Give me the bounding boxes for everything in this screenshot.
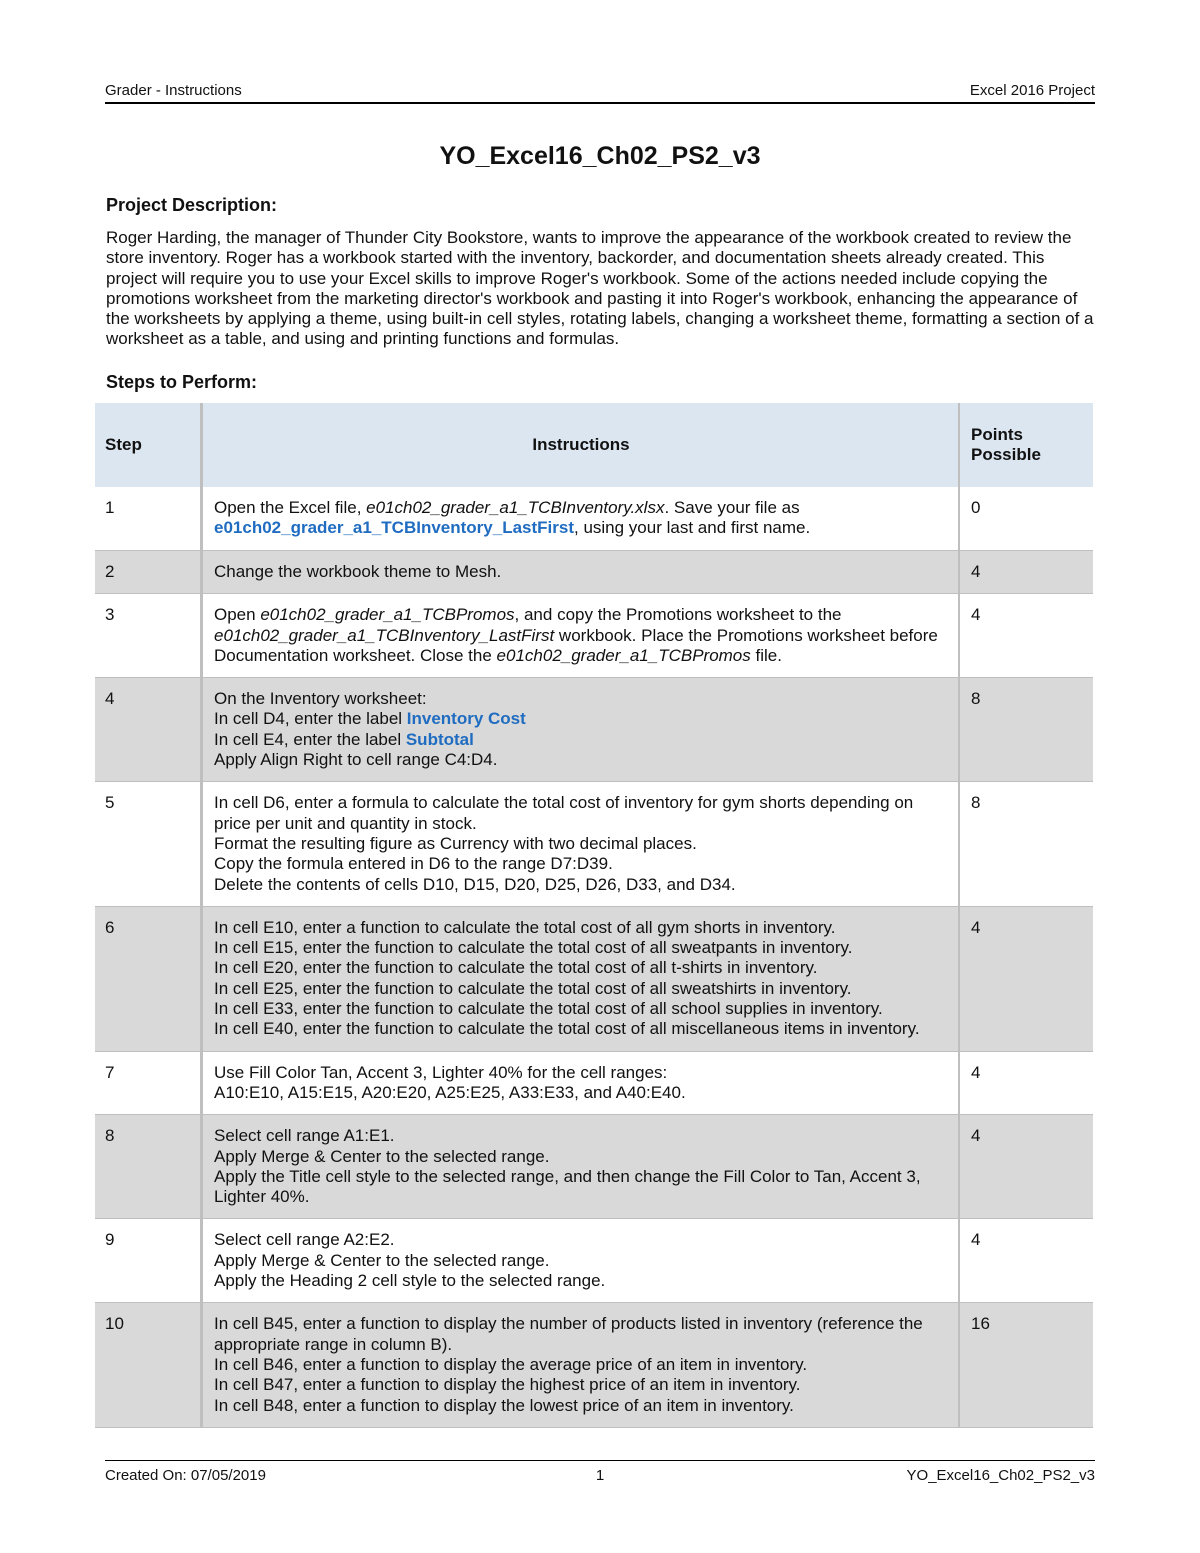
instruction-text: , using your last and first name. [574,518,811,538]
instruction-line: In cell D6, enter a formula to calculate the total cost of inventory for gym shorts depending on price per unit and quantity in stock. [214,793,914,833]
table-row [95,782,1093,906]
file-name: e01ch02_grader_a1_TCBPromos [260,605,515,625]
instruction-cell [202,551,960,594]
instruction-text: Open the Excel file, [214,498,367,517]
page-header [105,82,1095,104]
header-step: Step [95,403,202,487]
table-row [95,551,1093,594]
instruction-line: Apply the Title cell style to the selected range, and then change the Fill Color to Tan, Accent 3, Lighter 40%. [214,1166,921,1207]
footer-page-number: 1 [595,1467,605,1484]
instruction-line: Apply Merge & Center to the selected range. [214,1250,550,1270]
instruction-cell [202,782,960,906]
header-right-text: Excel 2016 Project [969,82,1095,99]
label-value: Subtotal [405,729,474,749]
instruction-line: In cell B48, enter a function to display the lowest price of an item in inventory. [214,1395,794,1415]
instruction-cell [202,1115,960,1219]
points-value: 16 [959,1303,1093,1427]
instruction-cell [202,678,960,782]
instruction-line: In cell E10, enter a function to calculate the total cost of all gym shorts in inventory. [214,917,836,937]
table-row [95,487,1093,551]
steps-heading: Steps to Perform: [106,372,258,392]
instruction-line: In cell E20, enter the function to calculate the total cost of all t-shirts in inventory. [214,958,818,978]
instruction-text: In cell E4, enter the label [214,729,406,749]
table-row [95,594,1093,678]
file-name: e01ch02_grader_a1_TCBInventory.xlsx [366,498,665,517]
points-value: 8 [959,678,1093,782]
instruction-line: Apply the Heading 2 cell style to the selected range. [214,1271,606,1291]
instruction-line: A10:E10, A15:E15, A20:E20, A25:E25, A33:E33, and A40:E40. [214,1082,686,1102]
points-value: 4 [971,1230,981,1250]
instruction-text: Change the workbook theme to Mesh. [214,562,502,581]
instruction-line: In cell B46, enter a function to display the average price of an item in inventory. [214,1354,808,1374]
table-row [95,1051,1093,1115]
instruction-line: On the Inventory worksheet: [214,689,427,709]
step-number: 3 [95,594,202,678]
instruction-line: In cell B47, enter a function to display the highest price of an item in inventory. [214,1375,801,1395]
step-number: 7 [95,1051,202,1115]
step-number: 5 [95,782,202,906]
instruction-line: Apply Merge & Center to the selected range. [214,1146,550,1166]
step-number: 6 [95,906,202,1051]
instruction-text: . Save your file as [664,498,800,517]
header-instructions: Instructions [202,403,960,487]
instruction-cell [202,594,960,678]
step-number: 8 [95,1115,202,1219]
step-number: 1 [95,487,202,551]
points-value: 4 [959,906,1093,1051]
instruction-line: Format the resulting figure as Currency with two decimal places. [214,833,697,853]
instruction-cell [202,1051,960,1115]
instruction-cell [202,1303,960,1427]
instruction-line: Delete the contents of cells D10, D15, D20, D25, D26, D33, and D34. [214,874,736,894]
project-description-text: Roger Harding, the manager of Thunder City Bookstore, wants to improve the appearance of the workbook created to review the store inventory. Roger has a workbook started with the inventory, backorder, and documentation sheets already created. This project will require you to use your Excel skills to improve Roger's workbook. Some of the actions needed include copying the promotions worksheet from the marketing director's workbook and pasting it into Roger's workbook, enhancing the appearance of the worksheets by applying a theme, using built-in cell styles, rotating labels, changing a worksheet theme, formatting a section of a worksheet as a table, and using and printing functions and formulas. [106,228,1094,349]
table-header-row [95,403,1093,487]
instruction-cell [202,1219,960,1303]
instruction-line: In cell B45, enter a function to display the number of products listed in inventory (reference the appropriate range in column B). [214,1314,923,1354]
instruction-text: file. [750,645,782,665]
save-file-name: e01ch02_grader_a1_TCBInventory_LastFirst [214,518,574,538]
table-row [95,1219,1093,1303]
instruction-text: In cell D4, enter the label [214,709,407,729]
points-value: 0 [971,498,981,517]
instruction-cell [202,906,960,1051]
label-value: Inventory Cost [406,709,526,729]
header-left-text: Grader - Instructions [105,82,242,99]
instruction-line: Select cell range A1:E1. [214,1126,395,1146]
instruction-line: Copy the formula entered in D6 to the range D7:D39. [214,854,613,874]
instruction-line [214,730,948,750]
instruction-line: In cell E40, enter the function to calculate the total cost of all miscellaneous items in inventory. [214,1019,920,1039]
table-row [95,906,1093,1051]
document-title: YO_Excel16_Ch02_PS2_v3 [439,142,761,170]
instruction-text: Open [214,605,261,625]
steps-table [95,403,1093,1428]
table-row [95,1303,1093,1427]
step-number: 10 [95,1303,202,1427]
instruction-line: In cell E25, enter the function to calculate the total cost of all sweatshirts in inventory. [214,978,852,998]
points-value: 4 [971,605,981,625]
instruction-line: Select cell range A2:E2. [214,1230,395,1250]
step-number: 2 [95,551,202,594]
instruction-line: In cell E33, enter the function to calculate the total cost of all school supplies in inventory. [214,999,883,1019]
header-points-possible: Points Possible [959,403,1093,487]
points-value: 4 [959,551,1093,594]
points-value: 4 [971,1062,981,1082]
instruction-cell [202,487,960,551]
instruction-text: , and copy the Promotions worksheet to the [514,605,842,625]
file-name: e01ch02_grader_a1_TCBPromos [496,645,751,665]
instruction-line: Use Fill Color Tan, Accent 3, Lighter 40% for the cell ranges: [214,1062,668,1082]
instruction-text: workbook. Place the Promotions worksheet before Documentation worksheet. Close the [214,625,938,665]
page-footer [105,1460,1095,1485]
instruction-line: Apply Align Right to cell range C4:D4. [214,750,498,770]
instruction-line [214,709,948,729]
table-row [95,678,1093,782]
project-description-heading: Project Description: [106,195,278,215]
instruction-line: In cell E15, enter the function to calculate the total cost of all sweatpants in inventory. [214,938,853,958]
points-value: 8 [971,793,981,813]
step-number: 9 [95,1219,202,1303]
footer-created-on: Created On: 07/05/2019 [105,1467,266,1484]
file-name: e01ch02_grader_a1_TCBInventory_LastFirst [214,625,555,645]
table-row [95,1115,1093,1219]
footer-document-id: YO_Excel16_Ch02_PS2_v3 [906,1467,1095,1484]
points-value: 4 [959,1115,1093,1219]
step-number: 4 [95,678,202,782]
